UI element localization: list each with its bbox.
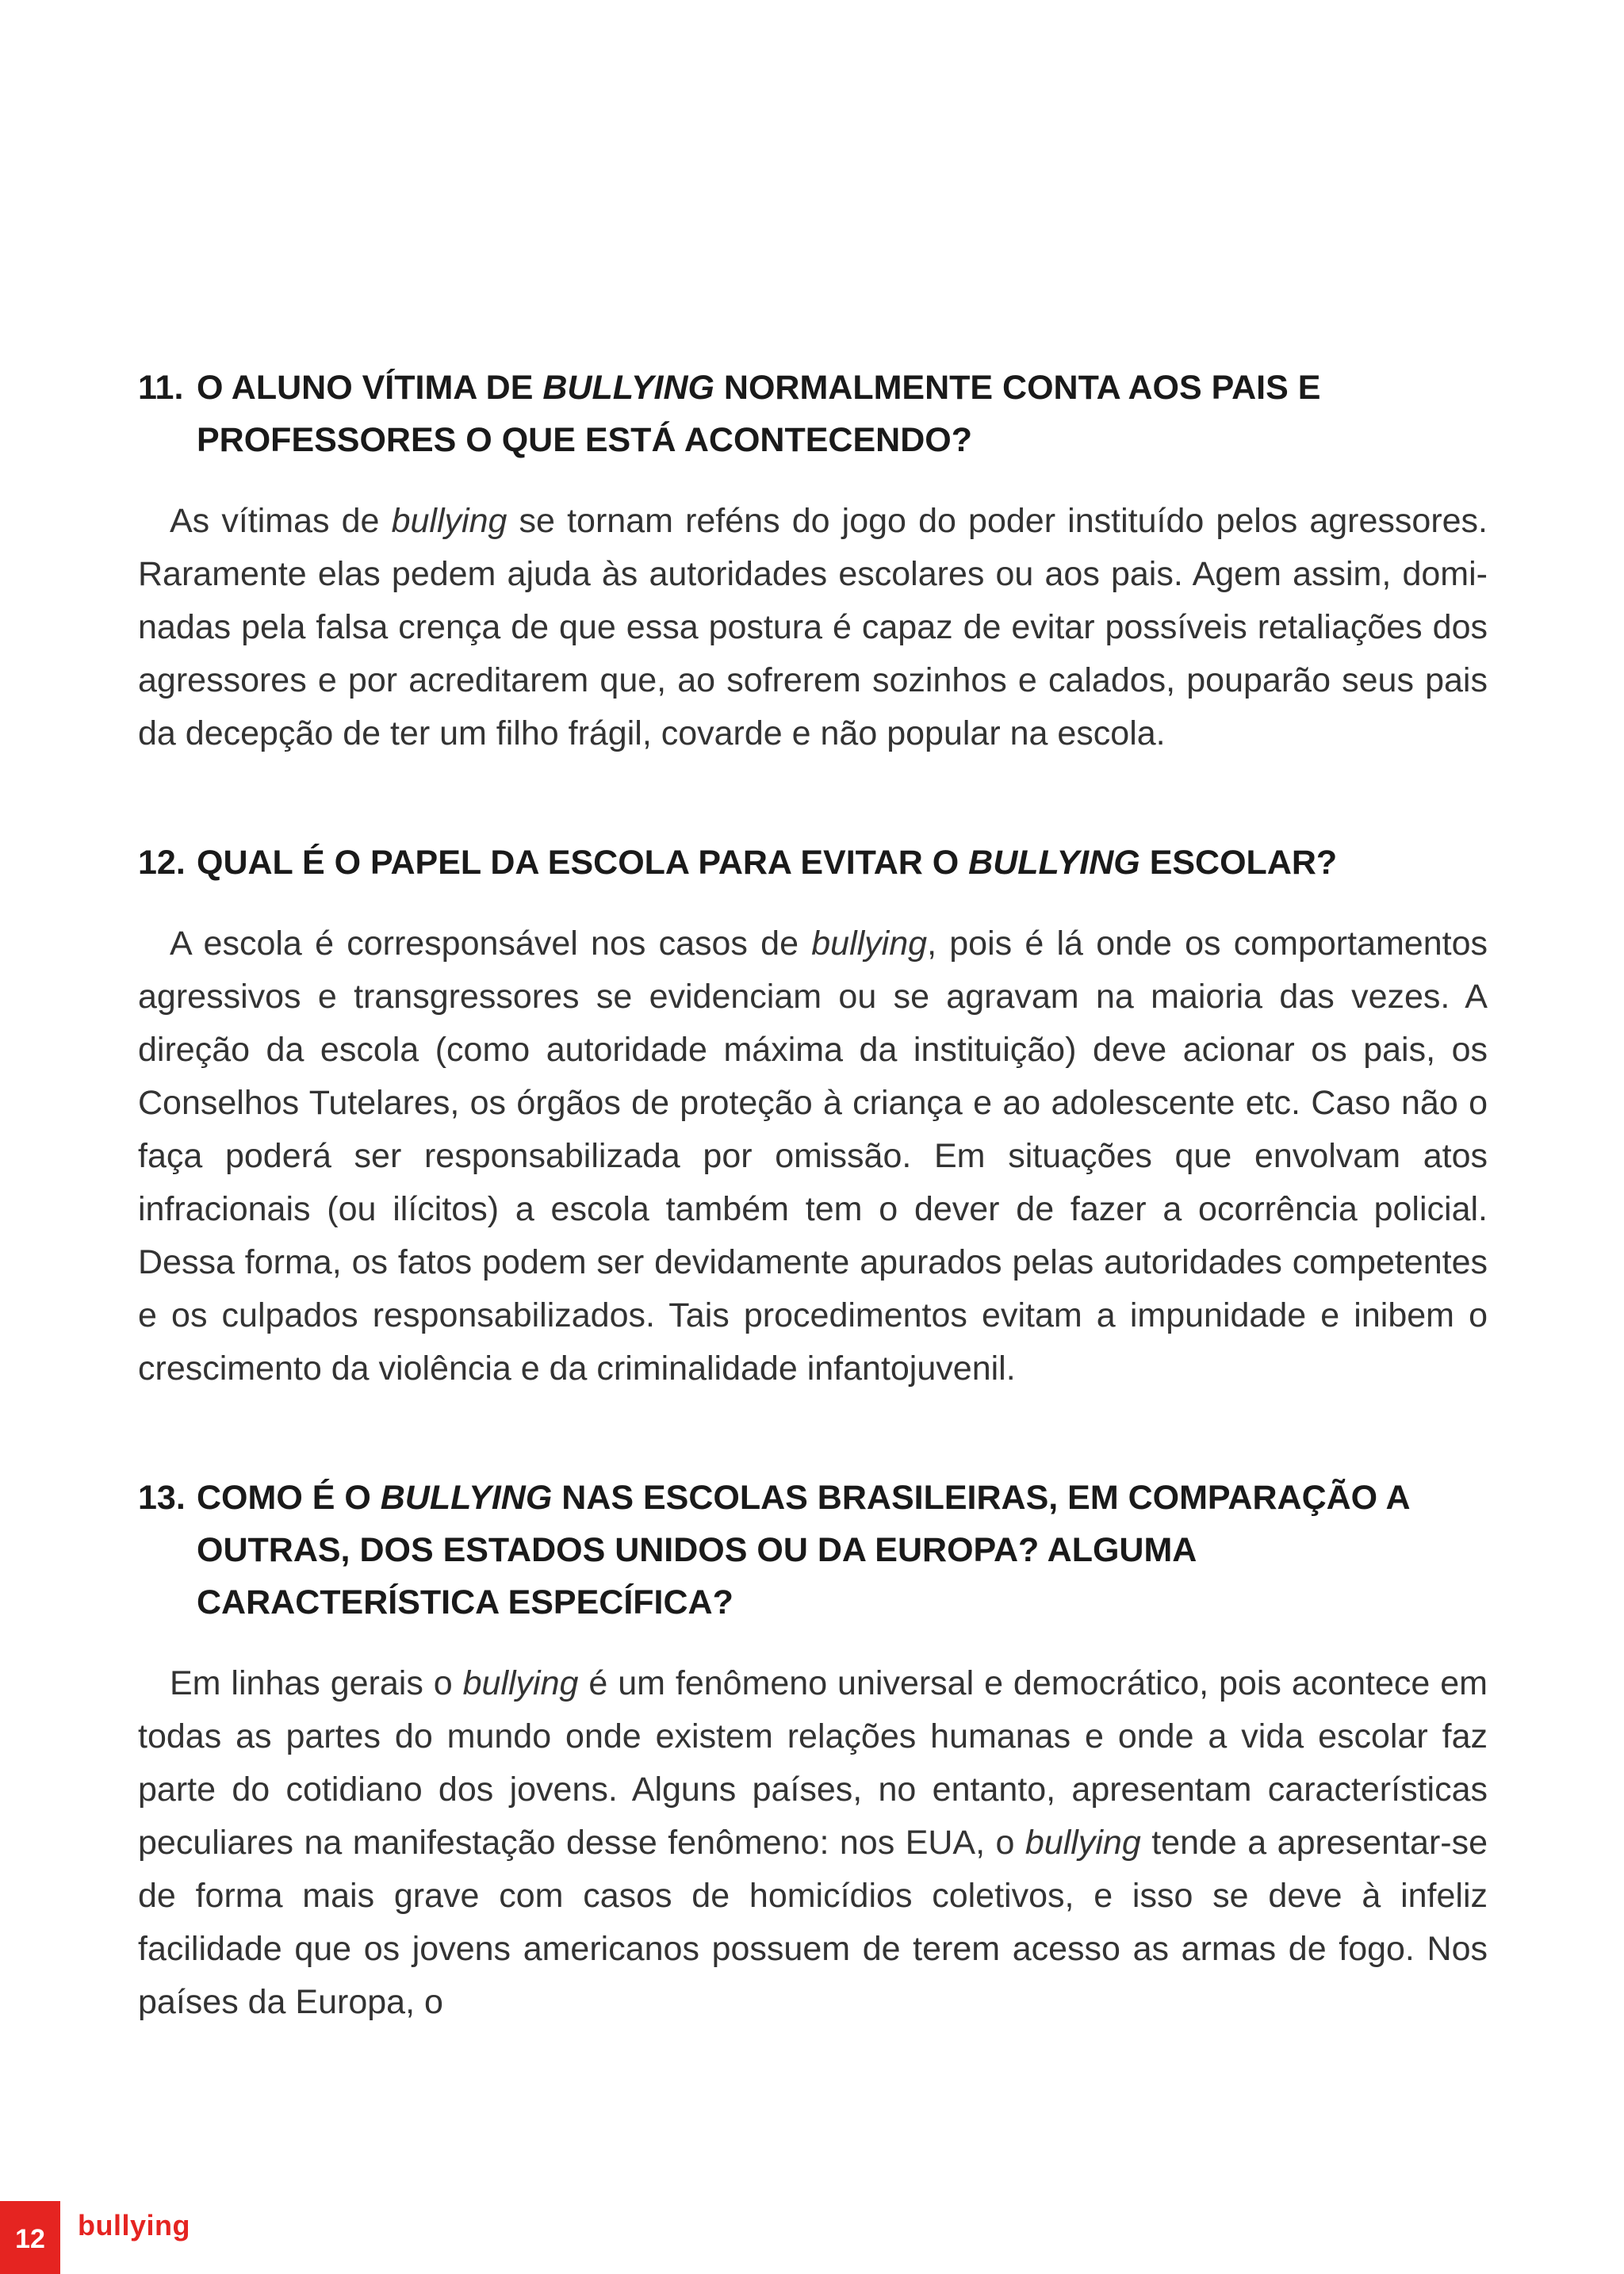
question-text (197, 836, 1488, 889)
answer-text-part: Em linhas gerais o (170, 1664, 463, 1702)
heading-text-part: O ALUNO VÍTIMA DE (197, 369, 543, 407)
page-number-badge (0, 2201, 60, 2274)
heading-text-part: COMO É O (197, 1479, 381, 1517)
answer-paragraph (138, 1657, 1488, 2029)
question-heading (138, 1472, 1488, 1629)
answer-italic-term: bullying (391, 502, 508, 540)
heading-text-part: ESCOLAR? (1139, 844, 1338, 882)
question-number: 13. (138, 1479, 186, 1517)
answer-paragraph (138, 917, 1488, 1395)
heading-text-part: QUAL É O PAPEL DA ESCOLA PARA EVITAR O (197, 844, 969, 882)
heading-text-part: NORMALMENTE CONTA AOS PAIS E PROFESSORES O QUE ESTÁ ACONTECENDO? (197, 369, 1321, 459)
heading-italic-term: BULLYING (968, 844, 1140, 882)
question-heading (138, 362, 1488, 466)
answer-text-part: As vítimas de (170, 502, 392, 540)
answer-text-part: se tornam reféns do jogo do poder instituído pelos agressores. Raramente elas pedem ajuda às autoridades escolares ou aos pais. Agem assim, dominadas pela falsa crença de que essa postura é capaz de evitar possíveis retaliações dos agressores e por acreditarem que, ao sofrerem sozinhos e calados, pouparão seus pais da decepção de ter um filho frágil, covarde e não popular na escola. (138, 502, 1488, 752)
answer-paragraph (138, 495, 1488, 760)
question-text (197, 1472, 1488, 1629)
heading-italic-term: BULLYING (380, 1479, 553, 1517)
answer-text-part: é um fenômeno universal e democrático, pois acontece em todas as partes do mundo onde existem relações humanas e onde a vida escolar faz parte do cotidiano dos jovens. Alguns países, no entanto, apresentam características peculiares na manifestação desse fenômeno: nos EUA, o (138, 1664, 1488, 1862)
answer-italic-term: bullying (811, 925, 928, 963)
page-number: 12 (15, 2223, 45, 2254)
question-heading (138, 836, 1488, 889)
heading-italic-term: BULLYING (542, 369, 714, 407)
question-section-12 (138, 836, 1488, 1395)
bullying-logo: bullying (78, 2209, 190, 2241)
question-text (197, 362, 1488, 466)
answer-text-part: , pois é lá onde os comportamentos agressivos e transgressores se evidenciam ou se agravam na maioria das vezes. A direção da escola (como autoridade máxima da instituição) deve acionar os pais, os Conselhos Tutelares, os órgãos de proteção à criança e ao adolescente etc. Caso não o faça poderá ser responsabilizada por omissão. Em situações que envolvam atos infracionais (ou ilícitos) a escola também tem o dever de fazer a ocorrência policial. Dessa forma, os fatos podem ser devidamente apurados pelas autoridades competentes e os culpados responsabilizados. Tais procedimentos evitam a impunidade e inibem o crescimento da violência e da criminalidade infantojuvenil. (138, 925, 1488, 1388)
heading-text-part: NAS ESCOLAS BRASILEIRAS, EM COMPARAÇÃO A OUTRAS, DOS ESTADOS UNIDOS OU DA EUROPA? ALGUMA CARACTERÍSTICA ESPECÍFICA? (197, 1479, 1409, 1621)
question-section-11 (138, 362, 1488, 760)
answer-text-part: tende a apresentar-se de forma mais grave com casos de homicídios coletivos, e isso se deve à infeliz facilidade que os jovens americanos possuem de terem acesso as armas de fogo. Nos países da Europa, o (138, 1824, 1488, 2021)
question-number: 11. (138, 369, 184, 407)
page-content (138, 362, 1488, 2029)
question-section-13 (138, 1472, 1488, 2029)
answer-italic-term: bullying (462, 1664, 579, 1702)
answer-italic-term: bullying (1025, 1824, 1141, 1862)
answer-text-part: A escola é corresponsável nos casos de (170, 925, 812, 963)
question-number: 12. (138, 844, 186, 882)
